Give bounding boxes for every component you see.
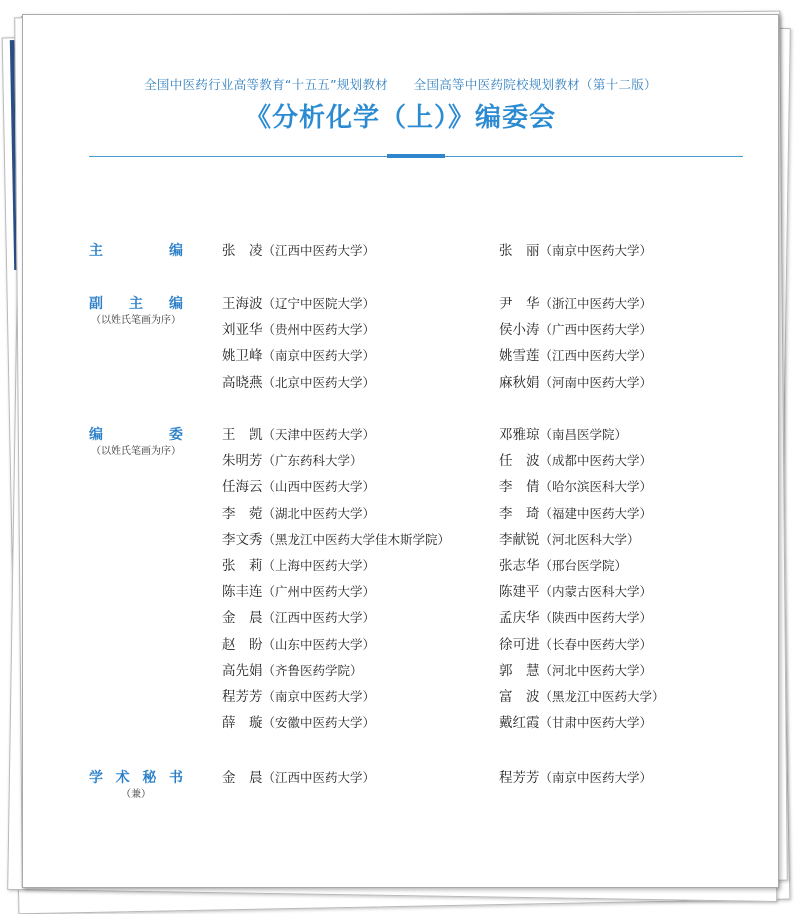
member-name: 李菀: [222, 505, 276, 522]
member-entry: [222, 422, 375, 448]
member-name: 任海云: [222, 479, 263, 496]
member-entry: [222, 632, 375, 658]
member-name: 李献锐: [499, 531, 540, 548]
member-affiliation: （南昌医学院）: [539, 427, 628, 442]
role-char: 编: [89, 427, 103, 443]
member-name: 张凌: [222, 243, 276, 259]
member-name: 姚卫峰: [222, 348, 263, 365]
member-affiliation: （南京中医药大学）: [539, 770, 653, 785]
member-row: [23, 317, 778, 343]
member-row: [23, 605, 778, 631]
member-name: 高晓燕: [222, 374, 263, 391]
member-affiliation: （内蒙古医科大学）: [539, 584, 653, 600]
member-entry: [499, 710, 652, 736]
member-affiliation: （上海中医药大学）: [262, 558, 376, 573]
member-name: 姚雪莲: [499, 348, 540, 365]
member-entry: [499, 343, 652, 369]
member-row: [23, 658, 778, 684]
member-name: 程芳芳: [222, 689, 263, 705]
member-name: 金晨: [222, 610, 276, 627]
member-name: 任波: [499, 453, 553, 470]
member-entry: [222, 448, 363, 474]
member-row: [23, 527, 778, 553]
member-entry: [222, 553, 375, 579]
member-affiliation: （浙江中医药大学）: [539, 296, 653, 311]
series-line: 全国中医药行业高等教育“十五五”规划教材 全国高等中医药院校规划教材（第十二版）: [144, 77, 657, 92]
member-affiliation: （江西中医药大学）: [262, 610, 376, 626]
member-affiliation: （河北医科大学）: [539, 531, 640, 547]
role-char: 主: [89, 243, 103, 259]
member-entry: [499, 605, 652, 631]
member-row: [23, 343, 778, 369]
member-row: [23, 448, 778, 474]
member-affiliation: （山东中医药大学）: [262, 636, 376, 652]
member-affiliation: （贵州中医药大学）: [262, 322, 376, 338]
member-affiliation: （南京中医药大学）: [262, 689, 376, 704]
member-row: [23, 553, 778, 579]
member-affiliation: （齐鲁医药学院）: [262, 662, 363, 678]
member-affiliation: （北京中医药大学）: [262, 374, 376, 390]
member-affiliation: （成都中医药大学）: [539, 453, 653, 469]
member-affiliation: （甘肃中医药大学）: [539, 715, 653, 731]
document-page: [22, 14, 779, 888]
role-char: 主: [129, 296, 143, 312]
member-name: 张丽: [499, 243, 553, 259]
member-affiliation: （河北中医药大学）: [539, 662, 653, 678]
member-affiliation: （黑龙江中医药大学佳木斯学院）: [262, 531, 451, 547]
member-entry: [499, 291, 652, 317]
member-name: 陈丰连: [222, 584, 263, 601]
member-entry: [499, 765, 652, 791]
member-name: 薛璇: [222, 715, 276, 732]
role-note: （以姓氏笔画为序）: [91, 315, 181, 326]
role-char: 学: [89, 770, 103, 786]
role-char: 秘: [142, 770, 157, 786]
role-char: 委: [169, 427, 183, 443]
member-name: 李倩: [499, 479, 553, 496]
member-name: 郭慧: [499, 662, 553, 679]
member-row: [23, 474, 778, 500]
member-name: 张志华: [499, 558, 540, 574]
member-affiliation: （长春中医药大学）: [539, 636, 653, 652]
member-entry: [499, 474, 652, 500]
member-affiliation: （湖北中医药大学）: [262, 505, 376, 521]
member-name: 富波: [499, 689, 553, 705]
member-entry: [499, 370, 652, 396]
member-entry: [222, 579, 375, 605]
member-entry: [222, 370, 375, 396]
member-row: [23, 370, 778, 396]
member-affiliation: （广西中医药大学）: [539, 322, 653, 338]
member-affiliation: （辽宁中医院大学）: [262, 296, 376, 311]
member-row: [23, 710, 778, 736]
member-name: 李文秀: [222, 531, 263, 548]
member-name: 邓雅琼: [499, 427, 540, 443]
member-entry: [499, 658, 652, 684]
member-entry: [499, 632, 652, 658]
member-entry: [499, 422, 627, 448]
member-affiliation: （陕西中医药大学）: [539, 610, 653, 626]
member-name: 张莉: [222, 558, 276, 574]
member-affiliation: （南京中医药大学）: [262, 348, 376, 364]
member-affiliation: （天津中医药大学）: [262, 427, 376, 442]
role-char: 编: [169, 296, 183, 312]
member-entry: [222, 684, 375, 710]
role-note: （兼）: [121, 789, 151, 800]
member-entry: [499, 579, 652, 605]
member-name: 李琦: [499, 505, 553, 522]
member-affiliation: （南京中医药大学）: [539, 243, 653, 258]
member-entry: [222, 605, 375, 631]
member-name: 徐可进: [499, 636, 540, 653]
member-name: 麻秋娟: [499, 374, 540, 391]
member-affiliation: （黑龙江中医药大学）: [539, 689, 665, 704]
member-name: 金晨: [222, 770, 276, 786]
member-entry: [222, 474, 375, 500]
member-affiliation: （山西中医药大学）: [262, 479, 376, 495]
member-name: 刘亚华: [222, 322, 263, 339]
member-entry: [222, 765, 375, 791]
member-name: 赵盼: [222, 636, 276, 653]
member-entry: [222, 658, 363, 684]
member-entry: [499, 527, 640, 553]
member-entry: [499, 501, 652, 527]
member-name: 王海波: [222, 296, 263, 312]
member-name: 陈建平: [499, 584, 540, 601]
title-divider-accent: [387, 154, 445, 158]
member-affiliation: （安徽中医药大学）: [262, 715, 376, 731]
member-name: 侯小涛: [499, 322, 540, 339]
member-name: 孟庆华: [499, 610, 540, 627]
member-name: 王凯: [222, 427, 276, 443]
member-row: [23, 765, 778, 791]
member-affiliation: （广东药科大学）: [262, 453, 363, 469]
member-name: 尹华: [499, 296, 553, 312]
role-char: 副: [89, 296, 103, 312]
member-row: [23, 501, 778, 527]
member-entry: [499, 448, 652, 474]
member-entry: [222, 710, 375, 736]
member-affiliation: （邢台医学院）: [539, 558, 628, 573]
member-affiliation: （福建中医药大学）: [539, 505, 653, 521]
member-affiliation: （江西中医药大学）: [262, 770, 376, 785]
member-entry: [222, 238, 375, 264]
member-row: [23, 579, 778, 605]
member-name: 朱明芳: [222, 453, 263, 470]
member-affiliation: （江西中医药大学）: [262, 243, 376, 258]
member-entry: [222, 501, 375, 527]
member-entry: [499, 317, 652, 343]
member-row: [23, 291, 778, 317]
member-entry: [222, 343, 375, 369]
member-entry: [499, 684, 665, 710]
role-note: （以姓氏笔画为序）: [91, 446, 181, 457]
role-char: 书: [168, 770, 183, 786]
member-entry: [499, 553, 627, 579]
member-affiliation: （哈尔滨医科大学）: [539, 479, 653, 495]
member-name: 高先娟: [222, 662, 263, 679]
member-affiliation: （广州中医药大学）: [262, 584, 376, 600]
member-row: [23, 422, 778, 448]
member-entry: [222, 317, 375, 343]
member-name: 程芳芳: [499, 770, 540, 786]
page-title: 《分析化学（上）》编委会: [244, 103, 556, 133]
member-affiliation: （河南中医药大学）: [539, 374, 653, 390]
member-row: [23, 238, 778, 264]
member-name: 戴红霞: [499, 715, 540, 732]
member-row: [23, 684, 778, 710]
member-entry: [499, 238, 652, 264]
member-row: [23, 632, 778, 658]
role-char: 编: [169, 243, 183, 259]
role-char: 术: [115, 770, 130, 786]
member-entry: [222, 527, 450, 553]
member-entry: [222, 291, 375, 317]
member-affiliation: （江西中医药大学）: [539, 348, 653, 364]
